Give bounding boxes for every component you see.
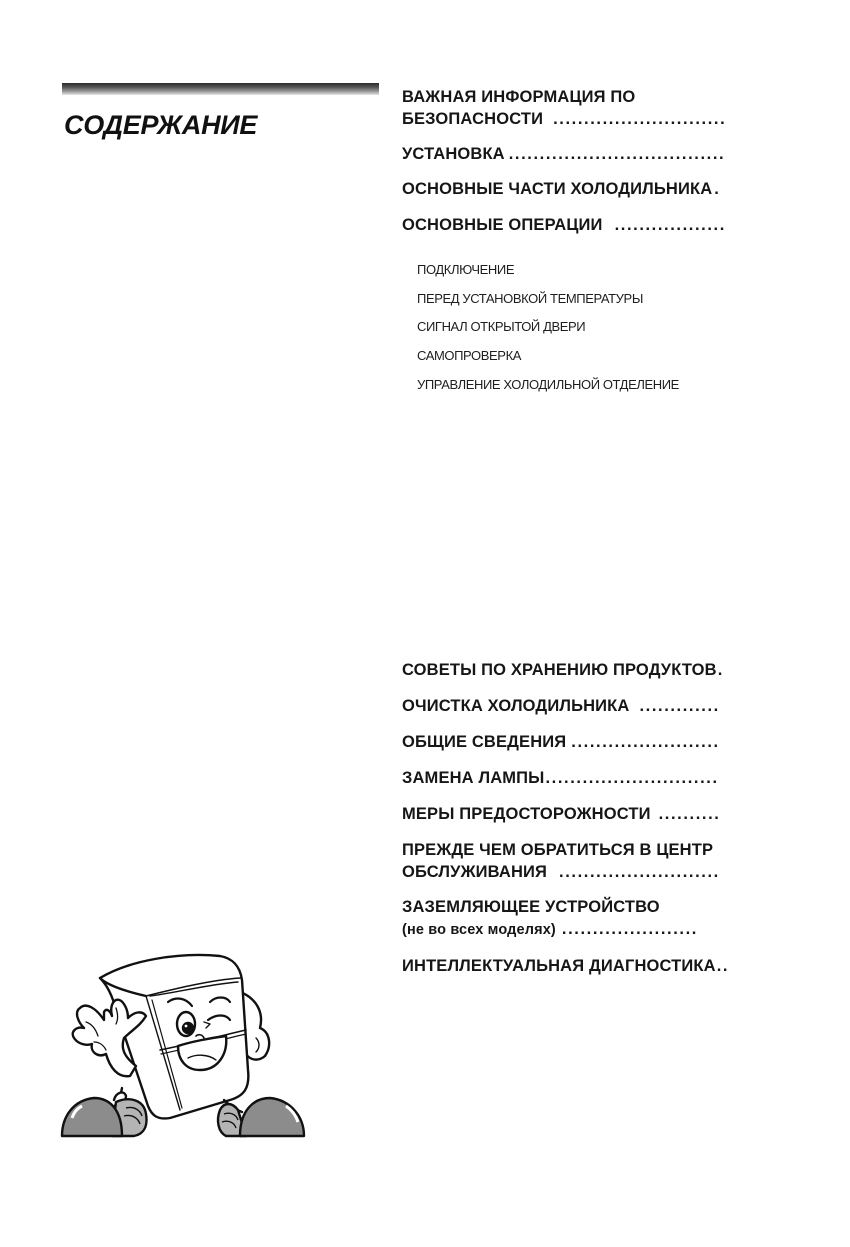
leader-dots: ............................	[553, 110, 727, 128]
toc-entry-line: ИНТЕЛЛЕКТУАЛЬНАЯ ДИАГНОСТИКА	[402, 957, 716, 975]
leader-dots: .	[717, 661, 724, 679]
leader-dots: .	[714, 180, 721, 198]
toc-entry-lamp-replacement[interactable]	[402, 767, 719, 789]
toc-entry-line: ОБСЛУЖИВАНИЯ	[402, 863, 548, 881]
leader-dots: ............................	[545, 769, 719, 787]
toc-entry-before-service[interactable]	[402, 839, 720, 883]
leader-dots: ..	[716, 957, 730, 975]
toc-entry-line: ОЧИСТКА ХОЛОДИЛЬНИКА	[402, 697, 630, 715]
toc-entry-precautions[interactable]	[402, 803, 720, 825]
toc-entry-smart-diagnosis[interactable]	[402, 955, 729, 977]
leader-dots: ..........	[658, 805, 721, 823]
toc-subentry-before-temperature[interactable]: ПЕРЕД УСТАНОВКОЙ ТЕМПЕРАТУРЫ	[417, 291, 643, 306]
toc-entry-line: ОСНОВНЫЕ ОПЕРАЦИИ	[402, 216, 603, 234]
toc-entry-main-operations[interactable]	[402, 214, 726, 236]
leader-dots: ..........................	[559, 863, 720, 881]
toc-entry-line: ОБЩИЕ СВЕДЕНИЯ	[402, 733, 567, 751]
toc-entry-note: (не во всех моделях)	[402, 922, 556, 938]
toc-entry-safety[interactable]	[402, 86, 726, 130]
page-title: СОДЕРЖАНИЕ	[64, 110, 258, 140]
toc-entry-cleaning[interactable]	[402, 695, 720, 717]
refrigerator-mascot-illustration	[60, 950, 306, 1138]
toc-entry-line: ЗАМЕНА ЛАМПЫ	[402, 769, 545, 787]
toc-subentry-door-alarm[interactable]: СИГНАЛ ОТКРЫТОЙ ДВЕРИ	[417, 319, 586, 334]
toc-subentry-fridge-control[interactable]: УПРАВЛЕНИЕ ХОЛОДИЛЬНОЙ ОТДЕЛЕНИЕ	[417, 377, 679, 392]
toc-entry-line: ОСНОВНЫЕ ЧАСТИ ХОЛОДИЛЬНИКА	[402, 180, 713, 198]
toc-entry-line: СОВЕТЫ ПО ХРАНЕНИЮ ПРОДУКТОВ	[402, 661, 717, 679]
toc-entry-line: БЕЗОПАСНОСТИ	[402, 110, 544, 128]
toc-entry-storage-tips[interactable]	[402, 659, 724, 681]
toc-entry-line: МЕРЫ ПРЕДОСТОРОЖНОСТИ	[402, 805, 651, 823]
leader-dots: ......................	[561, 920, 698, 938]
leader-dots: ........................	[571, 733, 720, 751]
toc-entry-line: ПРЕЖДЕ ЧЕМ ОБРАТИТЬСЯ В ЦЕНТР	[402, 841, 714, 859]
leader-dots: ...................................	[508, 145, 726, 163]
toc-subentry-connection[interactable]: ПОДКЛЮЧЕНИЕ	[417, 262, 515, 277]
toc-entry-line: УСТАНОВКА	[402, 145, 505, 163]
toc-entry-installation[interactable]	[402, 143, 725, 165]
title-bar	[62, 83, 379, 95]
toc-entry-main-parts[interactable]	[402, 178, 720, 200]
toc-entry-general-info[interactable]	[402, 731, 720, 753]
leader-dots: .............	[639, 697, 720, 715]
toc-entry-line: ВАЖНАЯ ИНФОРМАЦИЯ ПО	[402, 88, 636, 106]
toc-entry-line: ЗАЗЕМЛЯЮЩЕЕ УСТРОЙСТВО	[402, 898, 660, 916]
toc-entry-grounding[interactable]	[402, 896, 698, 941]
toc-subentry-self-check[interactable]: САМОПРОВЕРКА	[417, 348, 522, 363]
leader-dots: ..................	[614, 216, 726, 234]
